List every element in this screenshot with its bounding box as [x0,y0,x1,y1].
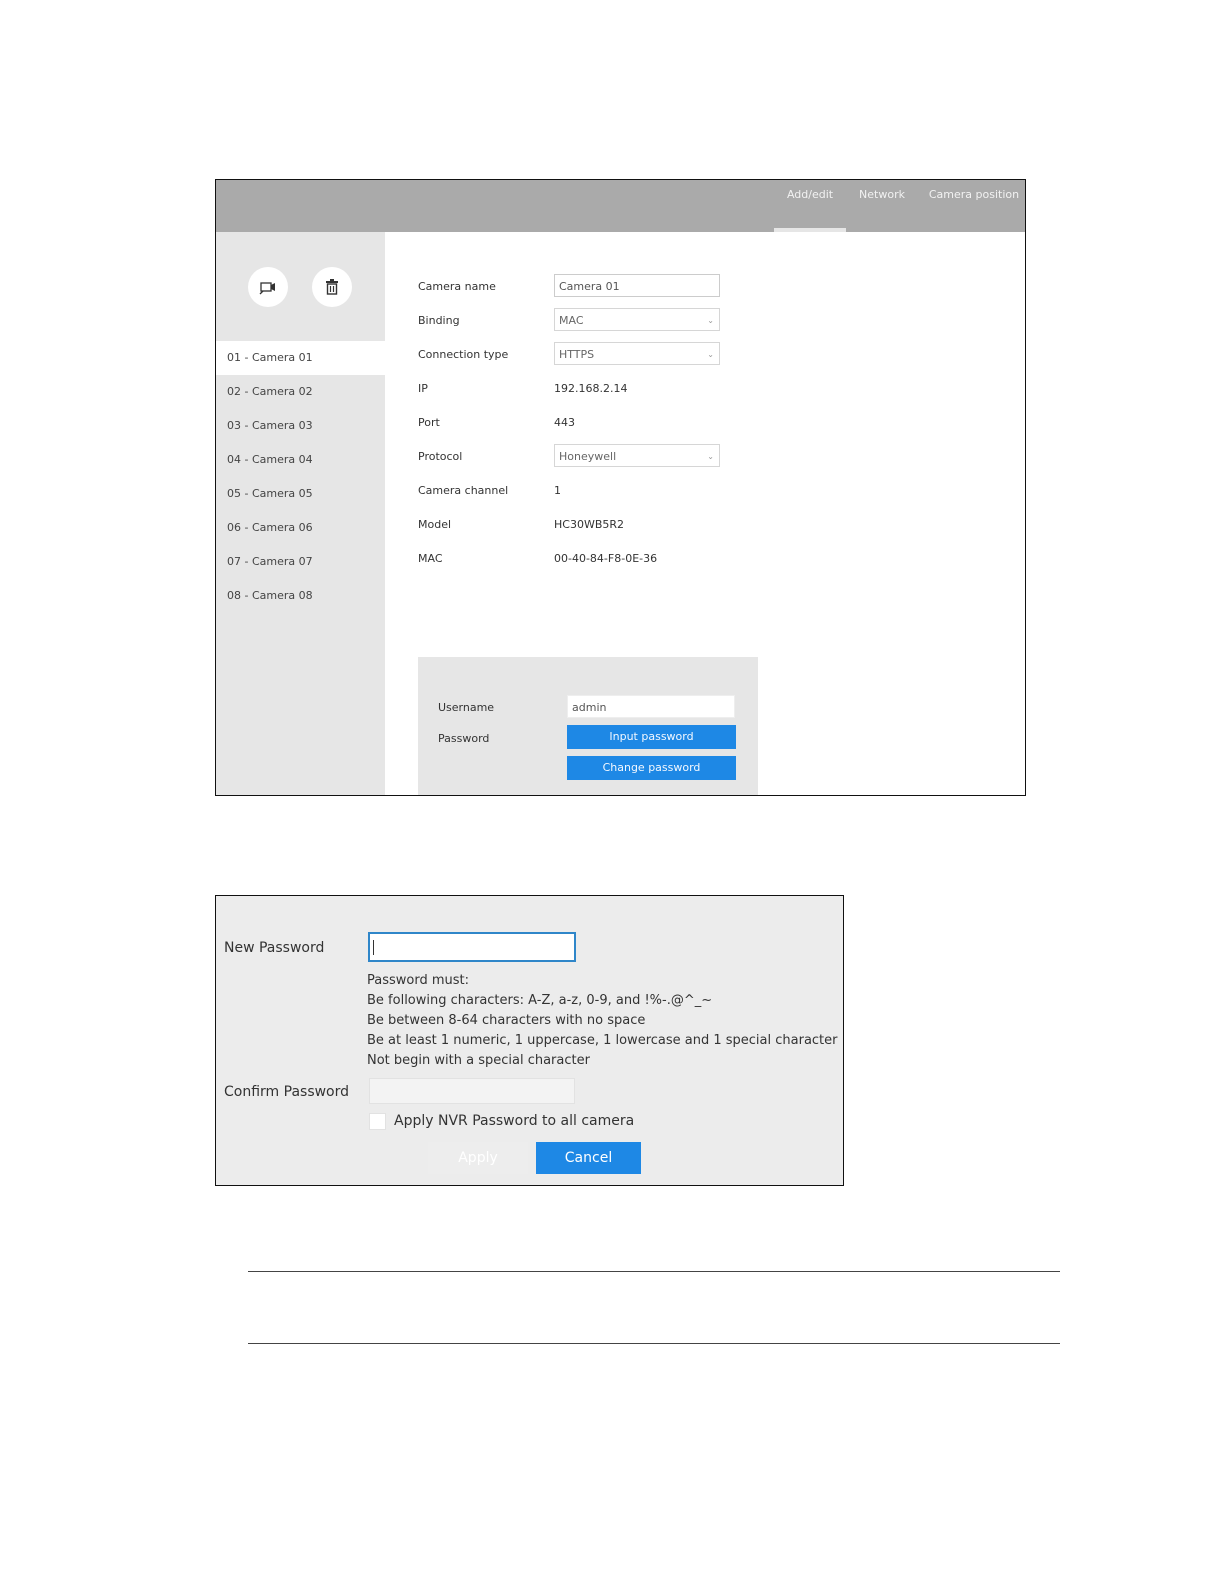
camera-list-item[interactable]: 05 - Camera 05 [227,487,313,500]
mac-value: 00-40-84-F8-0E-36 [554,552,658,565]
protocol-label: Protocol [418,450,463,463]
apply-button[interactable]: Apply [428,1142,528,1174]
ip-label: IP [418,382,428,395]
camera-list-item[interactable]: 02 - Camera 02 [227,385,313,398]
cancel-button[interactable]: Cancel [536,1142,641,1174]
camera-channel-row [418,474,748,508]
mac-row [418,542,748,576]
camera-name-input[interactable]: Camera 01 [554,274,720,297]
model-row [418,508,748,542]
credentials-panel [418,657,758,795]
model-label: Model [418,518,452,531]
password-rules [367,971,837,1071]
chevron-down-icon: ⌄ [707,452,714,461]
tab-label: Add/edit [786,188,834,201]
input-password-button[interactable]: Input password [567,725,736,749]
model-value: HC30WB5R2 [554,518,625,531]
connection-type-value: HTTPS [559,348,595,361]
camera-list-item[interactable]: 04 - Camera 04 [227,453,313,466]
tab-add-edit[interactable] [774,180,846,232]
new-password-input[interactable] [368,932,576,962]
connection-type-label: Connection type [418,348,509,361]
password-label: Password [438,732,490,745]
apply-all-label: Apply NVR Password to all camera [394,1113,635,1129]
camera-settings-screenshot [215,179,1026,796]
username-input[interactable]: admin [567,695,735,718]
chevron-down-icon: ⌄ [707,316,714,325]
confirm-password-input[interactable] [369,1078,575,1104]
tab-label: Camera position [928,188,1020,201]
camera-list-item[interactable]: 08 - Camera 08 [227,589,313,602]
confirm-password-label: Confirm Password [224,1084,350,1100]
top-tab-bar [216,180,1025,232]
new-password-dialog [215,895,844,1186]
password-rule: Password must: [367,973,470,988]
camera-list-item[interactable]: 03 - Camera 03 [227,419,313,432]
camera-name-row [418,270,748,304]
add-camera-button[interactable] [248,267,288,307]
camera-channel-value: 1 [554,484,561,497]
connection-type-row [418,338,748,372]
add-camera-icon [259,278,277,296]
delete-camera-button[interactable] [312,267,352,307]
binding-select[interactable] [554,308,720,331]
chevron-down-icon: ⌄ [707,350,714,359]
ip-row [418,372,748,406]
tab-camera-position[interactable] [924,180,1024,232]
divider-line [248,1271,1060,1272]
username-label: Username [438,701,495,714]
camera-list [216,341,385,613]
connection-type-select[interactable] [554,342,720,365]
binding-value: MAC [559,314,584,327]
divider-line [248,1343,1060,1344]
password-rule: Be between 8-64 characters with no space [367,1013,646,1028]
mac-label: MAC [418,552,443,565]
camera-list-item[interactable]: 01 - Camera 01 [216,341,385,375]
camera-list-item[interactable]: 06 - Camera 06 [227,521,313,534]
port-label: Port [418,416,440,429]
binding-label: Binding [418,314,460,327]
password-rule: Be at least 1 numeric, 1 uppercase, 1 lowercase and 1 special character [367,1033,838,1048]
protocol-row [418,440,748,474]
protocol-select[interactable] [554,444,720,467]
camera-form [418,270,748,576]
camera-channel-label: Camera channel [418,484,509,497]
camera-name-label: Camera name [418,280,496,293]
password-rule: Be following characters: A-Z, a-z, 0-9, and !%-.@^_~ [367,993,713,1008]
port-row [418,406,748,440]
binding-row [418,304,748,338]
apply-all-checkbox[interactable] [369,1113,386,1130]
camera-sidebar [216,232,385,795]
ip-value: 192.168.2.14 [554,382,628,395]
protocol-value: Honeywell [559,450,617,463]
tab-label: Network [859,188,905,201]
trash-icon [323,278,341,296]
tab-network[interactable] [852,180,912,232]
port-value: 443 [554,416,575,429]
password-rule: Not begin with a special character [367,1053,590,1068]
camera-list-item[interactable]: 07 - Camera 07 [227,555,313,568]
new-password-label: New Password [224,940,325,956]
change-password-button[interactable]: Change password [567,756,736,780]
